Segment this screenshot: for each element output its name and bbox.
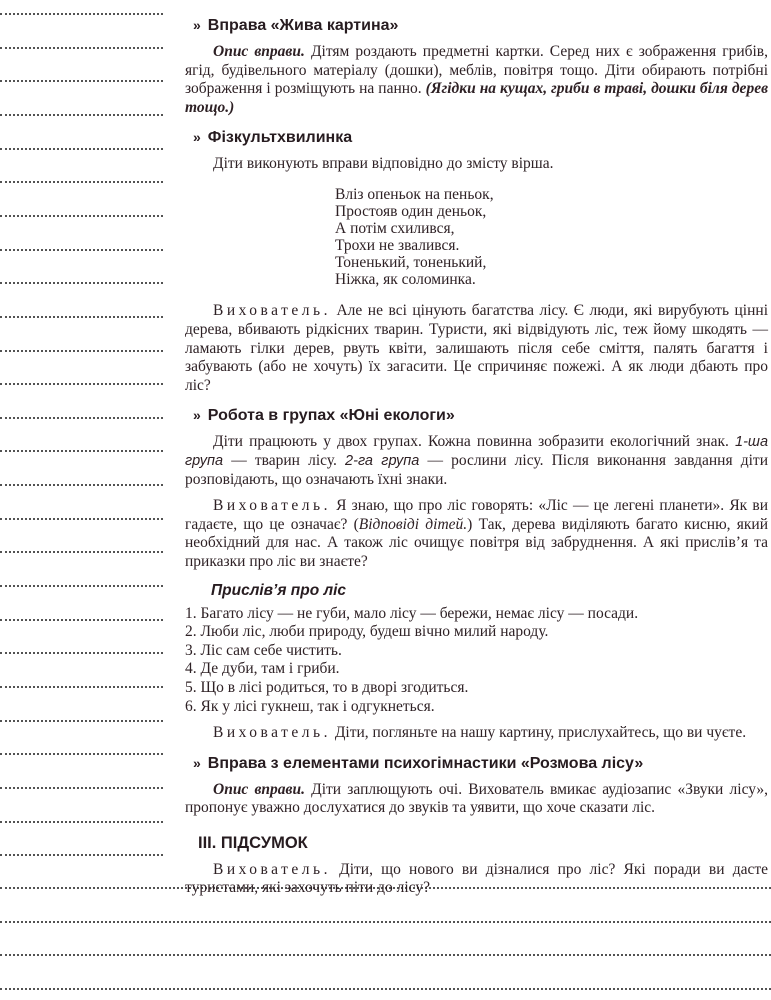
proverb-item: 5. Що в лісі родиться, то в дворі згодиться.: [185, 678, 469, 696]
dotted-rule-line: [0, 787, 163, 789]
arrow-bullet-icon: »: [193, 129, 201, 146]
poem-line: Простояв один деньок,: [335, 202, 487, 220]
poem-line: Ніжка, як соломинка.: [335, 270, 476, 288]
dotted-rule-line: [0, 249, 163, 251]
speech-text: Я знаю, що про ліс говорять: «Ліс — це легені планети». Як ви гадаєте, що це означає? (: [185, 497, 768, 533]
proverb-item: 6. Як у лісі гукнеш, так і одгукнеться.: [185, 697, 435, 715]
exercise-title: Робота в групах «Юні екологи»: [207, 407, 455, 425]
dotted-rule-line: [0, 13, 163, 15]
exercise-heading-groups: [193, 406, 768, 425]
proverb-item: 2. Люби ліс, люби природу, будеш вічно милий народу.: [185, 623, 549, 641]
speech-text: Але не всі цінують багатства лісу. Є люди, які вирубують цінні дерева, вбивають рідкісних тварин. Туристи, які відвідують ліс, теж йому шкодять — ламають гілки дерев, рвуть квіти, залишають після себе сміття, палять багаття і забувають (або не хочуть) їх загасити. Це спричиняє пожежі. А як люди дбають про ліс?: [185, 302, 769, 394]
dotted-rule-line: [0, 753, 163, 755]
groups-text: — тварин лісу.: [231, 451, 337, 469]
dotted-rule-line: [0, 484, 163, 486]
speech-text: Діти, що нового ви дізналися про ліс? Які поради ви дасте туристами, які захочуть піти до лісу?: [185, 860, 769, 897]
arrow-bullet-icon: »: [193, 407, 201, 424]
dotted-rule-line: [0, 114, 163, 116]
poem-line: Тоненький, тоненький,: [335, 253, 487, 271]
proverb-item: 1. Багато лісу — не губи, мало лісу — бережи, немає лісу — посади.: [185, 604, 639, 622]
exercise-title: Вправа з елементами психогімнастики «Розмова лісу»: [207, 754, 644, 772]
groups-text: — рослини лісу. Після виконання завдання діти розповідають, що означають їхні знаки.: [185, 451, 768, 488]
arrow-bullet-icon: »: [193, 17, 201, 33]
teacher-speech-3: [185, 724, 768, 743]
dotted-rule-line: [0, 854, 163, 856]
description-text: Дітям роздають предметні картки. Серед них є зображення грибів, ягід, будівельного матеріалу (дошки), меблів, повітря тощо. Діти обирають потрібні зображення і розміщують на панно.: [185, 43, 769, 98]
exercise-title: Фізкультхвилинка: [207, 129, 353, 147]
children-answers-aside: Відповіді дітей.: [358, 515, 468, 533]
exercise-heading-living-picture: [193, 16, 768, 35]
groups-description: [185, 433, 768, 489]
proverbs-list: [185, 605, 768, 717]
dotted-rule-line: [0, 585, 163, 587]
dotted-rule-line: [0, 181, 163, 183]
dotted-rule-line: [0, 551, 163, 553]
dotted-rule-line: [0, 619, 163, 621]
group1-label: 1-ша група: [185, 434, 769, 469]
description-label: Опис вправи.: [213, 43, 305, 60]
proverb-item: 4. Де дуби, там і гриби.: [185, 660, 340, 678]
description-note: (Ягідки на кущах, гриби в траві, дошки біля дерев тощо.): [185, 80, 768, 116]
speaker-label: Вихователь.: [213, 302, 331, 320]
exercise-title: Вправа «Жива картина»: [207, 17, 399, 34]
dotted-rule-line: [0, 383, 163, 385]
exercise-description: [185, 43, 768, 117]
dotted-rule-line: [0, 80, 163, 82]
poem: [335, 187, 768, 288]
teacher-speech-2: [185, 497, 768, 571]
exercise-heading-fizkult: [193, 128, 768, 147]
description-text: Діти заплющують очі. Вихователь вмикає аудіозапис «Звуки лісу», пропонує уважно дослухатися до звуків та уявити, що хоче сказати ліс.: [185, 780, 769, 817]
groups-text: Діти працюють у двох групах. Кожна повинна зобразити екологічний знак.: [213, 433, 729, 451]
proverb-item: 3. Ліс сам себе чистить.: [185, 641, 342, 659]
speech-text: ) Так, дерева виділяють багато кисню, який необхідний для нас. А також ліс очищує повітря від забруднення. А які прислів’я та приказки про ліс ви знаєте?: [185, 515, 769, 570]
dotted-rule-line: [0, 350, 163, 352]
dotted-rule-line: [0, 652, 163, 654]
dotted-rule-line: [0, 316, 163, 318]
description-label: Опис вправи.: [213, 780, 305, 798]
dotted-rule-line: [0, 450, 163, 452]
poem-line: Вліз опеньок на пеньок,: [335, 185, 494, 203]
dotted-rule-line: [0, 47, 163, 49]
dotted-rule-line: [0, 417, 163, 419]
exercise2-description: [185, 781, 768, 818]
dotted-rule-line: [0, 148, 163, 150]
speaker-label: Вихователь.: [213, 724, 331, 742]
teacher-speech-1: [185, 302, 768, 395]
dotted-rule-line: [0, 686, 163, 688]
dotted-rule-line: [0, 282, 163, 284]
fizkult-intro: Діти виконують вправи відповідно до змісту вірша.: [213, 155, 554, 173]
group2-label: 2-га група: [345, 452, 420, 469]
poem-line: А потім схилився,: [335, 219, 455, 237]
arrow-bullet-icon: »: [193, 754, 201, 771]
text-column: [185, 5, 768, 898]
dotted-rule-line: [0, 518, 163, 520]
speaker-label: Вихователь.: [213, 497, 331, 515]
exercise-heading-psycho: [193, 754, 768, 773]
dotted-rule-line: [0, 921, 771, 923]
dotted-rule-line: [0, 215, 163, 217]
dotted-rule-line: [0, 720, 163, 722]
speaker-label: Вихователь.: [213, 860, 331, 878]
summary-heading: ІІІ. ПІДСУМОК: [198, 833, 308, 852]
dotted-rule-line: [0, 821, 163, 823]
proverbs-heading: Прислів’я про ліс: [211, 581, 347, 599]
dotted-rule-line: [0, 954, 771, 956]
poem-line: Трохи не звалився.: [335, 236, 460, 254]
teacher-speech-summary: [185, 861, 768, 898]
dotted-rule-line: [0, 988, 771, 990]
speech-text: Діти, погляньте на нашу картину, прислухайтесь, що ви чуєте.: [334, 724, 747, 742]
